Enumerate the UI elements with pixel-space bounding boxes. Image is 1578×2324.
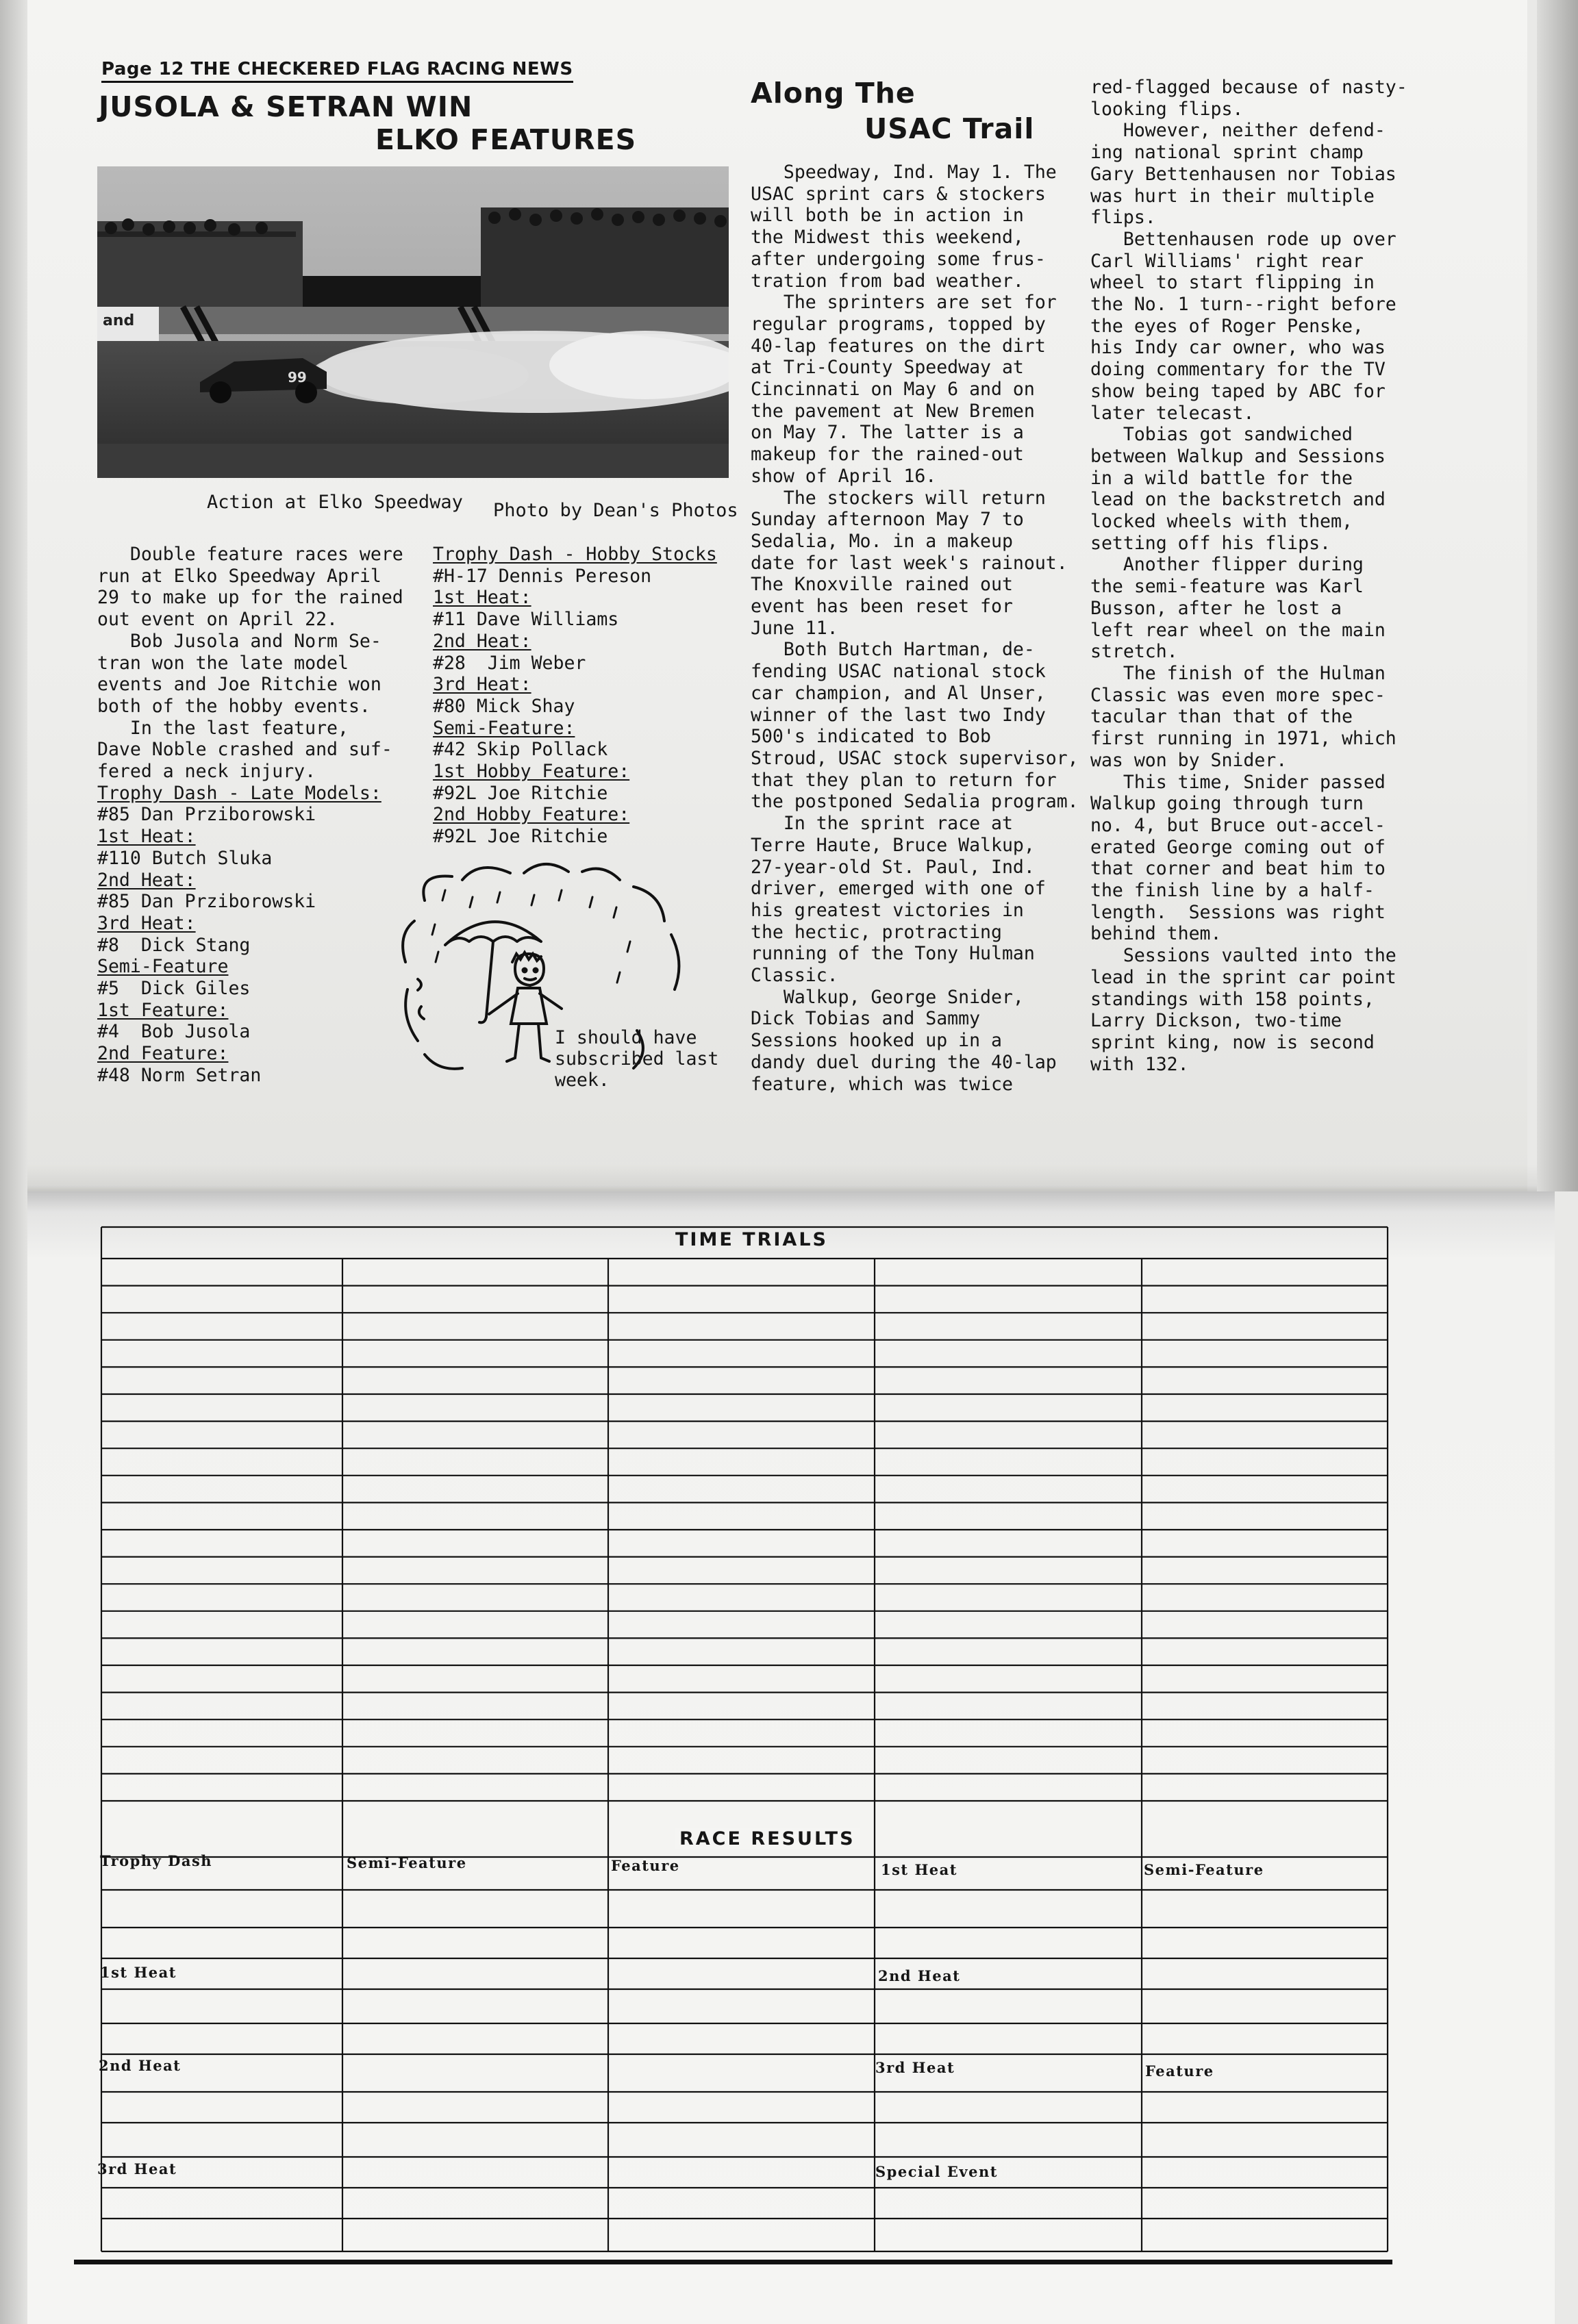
elko-col2-line: #11 Dave Williams bbox=[433, 609, 619, 631]
elko-col1-line: fered a neck injury. bbox=[97, 761, 316, 783]
race-results-title: RACE RESULTS bbox=[675, 1828, 860, 1849]
elko-col1-line: #48 Norm Setran bbox=[97, 1064, 262, 1086]
elko-col1-line: 2nd Heat: bbox=[97, 869, 196, 891]
elko-col1-line: #5 Dick Giles bbox=[97, 978, 251, 1000]
elko-col1-line: 1st Heat: bbox=[97, 826, 196, 848]
elko-col1-line: 1st Feature: bbox=[97, 999, 229, 1021]
bottom-rule bbox=[74, 2260, 1392, 2264]
elko-col2-line: #92L Joe Ritchie bbox=[433, 782, 608, 804]
elko-col1-line: both of the hobby events. bbox=[97, 695, 371, 717]
elko-col2-line: Semi-Feature: bbox=[433, 717, 575, 739]
label-trophy-dash: Trophy Dash bbox=[100, 1852, 213, 1869]
elko-col2-line: 1st Heat: bbox=[433, 587, 531, 609]
photo-sign-text: and bbox=[103, 312, 135, 329]
elko-col2-line: 2nd Heat: bbox=[433, 630, 531, 652]
elko-col1-line: #4 Bob Jusola bbox=[97, 1021, 251, 1043]
elko-col1-line: #85 Dan Prziborowski bbox=[97, 891, 316, 913]
elko-col2-line: 2nd Hobby Feature: bbox=[433, 804, 630, 826]
headline-left-line2: ELKO FEATURES bbox=[375, 123, 637, 156]
elko-col2-line: #28 Jim Weber bbox=[433, 652, 586, 674]
elko-col1-line: 3rd Heat: bbox=[97, 912, 196, 934]
elko-col1-line: Semi-Feature bbox=[97, 956, 229, 978]
usac-article-column-2: red-flagged because of nasty- looking flips. However, neither defend- ing national sprint champ Gary Bettenhausen nor Tobias was hurt in their multiple flips. Bettenhausen rode up over Carl Williams' right rear wheel to start flipping in the No. 1 turn--right before the eyes of Roger Penske, his Indy car owner, who was doing commentary for the TV show being taped by ABC for later telecast. Tobias got sandwiched between Walkup and Sessions in a wild battle for the lead on the backstretch and locked wheels with them, setting off his flips. Another flipper during the semi-feature was Karl Busson, after he lost a left rear wheel on the main stretch. The finish of the Hulman Classic was even more spec- tacular than that of the first running in 1971, which was won by Snider. This time, Snider passed Walkup going through turn no. 4, but Bruce out-accel- erated George coming out of that corner and beat him to the finish line by a half- length. Sessions was right behind them. Sessions vaulted into the lead in the sprint car point standings with 158 points, Larry Dickson, two-time sprint king, now is second with 132. bbox=[1090, 77, 1407, 1075]
elko-col1-line: #85 Dan Prziborowski bbox=[97, 804, 316, 826]
elko-col2-line: #80 Mick Shay bbox=[433, 695, 575, 717]
elko-col1-line: run at Elko Speedway April bbox=[97, 565, 381, 587]
label-feature-b: Feature bbox=[1145, 2062, 1214, 2080]
label-first-heat-left: 1st Heat bbox=[100, 1964, 177, 1981]
elko-col2-line: 3rd Heat: bbox=[433, 674, 531, 696]
elko-col2-line: Trophy Dash - Hobby Stocks bbox=[433, 544, 717, 565]
headline-left-line1: JUSOLA & SETRAN WIN bbox=[99, 90, 473, 123]
elko-col1-line: Dave Noble crashed and suf- bbox=[97, 739, 392, 761]
label-special-event: Special Event bbox=[875, 2163, 998, 2180]
label-semi-feature-a: Semi-Feature bbox=[347, 1854, 467, 1871]
photo-credit: Photo by Dean's Photos bbox=[493, 500, 738, 521]
elko-col1-line: 2nd Feature: bbox=[97, 1043, 229, 1065]
elko-col1-line: Trophy Dash - Late Models: bbox=[97, 782, 381, 804]
elko-col1-line: #110 Butch Sluka bbox=[97, 847, 273, 869]
elko-col1-line: events and Joe Ritchie won bbox=[97, 674, 381, 696]
label-second-heat-left: 2nd Heat bbox=[99, 2057, 181, 2074]
headline-right-line2: USAC Trail bbox=[864, 112, 1035, 145]
elko-col1-line: Double feature races were bbox=[97, 544, 403, 565]
elko-col2-line: #H-17 Dennis Pereson bbox=[433, 565, 652, 587]
label-second-heat-right: 2nd Heat bbox=[878, 1967, 961, 1984]
page-header: Page 12 THE CHECKERED FLAG RACING NEWS bbox=[101, 59, 573, 83]
label-semi-feature-b: Semi-Feature bbox=[1144, 1861, 1264, 1878]
photo-car-number: 99 bbox=[288, 369, 307, 386]
elko-col1-line: In the last feature, bbox=[97, 717, 349, 739]
cartoon-caption: I should have subscribed last week. bbox=[555, 1027, 719, 1091]
elko-col2-line: #92L Joe Ritchie bbox=[433, 826, 608, 848]
elko-col1-line: tran won the late model bbox=[97, 652, 349, 674]
label-third-heat-right: 3rd Heat bbox=[875, 2059, 955, 2076]
elko-col1-line: 29 to make up for the rained bbox=[97, 587, 403, 609]
label-first-heat-right: 1st Heat bbox=[881, 1861, 957, 1878]
elko-col1-line: out event on April 22. bbox=[97, 609, 338, 631]
label-third-heat-left: 3rd Heat bbox=[97, 2160, 177, 2177]
elko-col1-line: #8 Dick Stang bbox=[97, 934, 251, 956]
photo-caption: Action at Elko Speedway bbox=[207, 492, 463, 513]
headline-right-line1: Along The bbox=[751, 77, 916, 110]
usac-article-column-1: Speedway, Ind. May 1. The USAC sprint cars & stockers will both be in action in the Midwest this weekend, after undergoing some frus- tration from bad weather. The sprinters are set for regular programs, topped by 40-lap features on the dirt at Tri-County Speedway at Cincinnati on May 6 and on the pavement at New Bremen on May 7. The latter is a makeup for the rained-out show of April 16. The stockers will return Sunday afternoon May 7 to Sedalia, Mo. in a makeup date for last week's rainout. The Knoxville rained out event has been reset for June 11. Both Butch Hartman, de- fending USAC national stock car champion, and Al Unser, winner of the last two Indy 500's indicated to Bob Stroud, USAC stock supervisor, that they plan to return for the postponed Sedalia program. In the sprint race at Terre Haute, Bruce Walkup, 27-year-old St. Paul, Ind. driver, emerged with one of his greatest victories in the hectic, protracting running of the Tony Hulman Classic. Walkup, George Snider, Dick Tobias and Sammy Sessions hooked up in a dandy duel during the 40-lap feature, which was twice bbox=[751, 162, 1079, 1095]
time-trials-title: TIME TRIALS bbox=[675, 1229, 828, 1250]
elko-col2-line: #42 Skip Pollack bbox=[433, 739, 608, 761]
label-feature-a: Feature bbox=[611, 1857, 680, 1874]
elko-col2-line: 1st Hobby Feature: bbox=[433, 761, 630, 783]
elko-col1-line: Bob Jusola and Norm Se- bbox=[97, 630, 381, 652]
